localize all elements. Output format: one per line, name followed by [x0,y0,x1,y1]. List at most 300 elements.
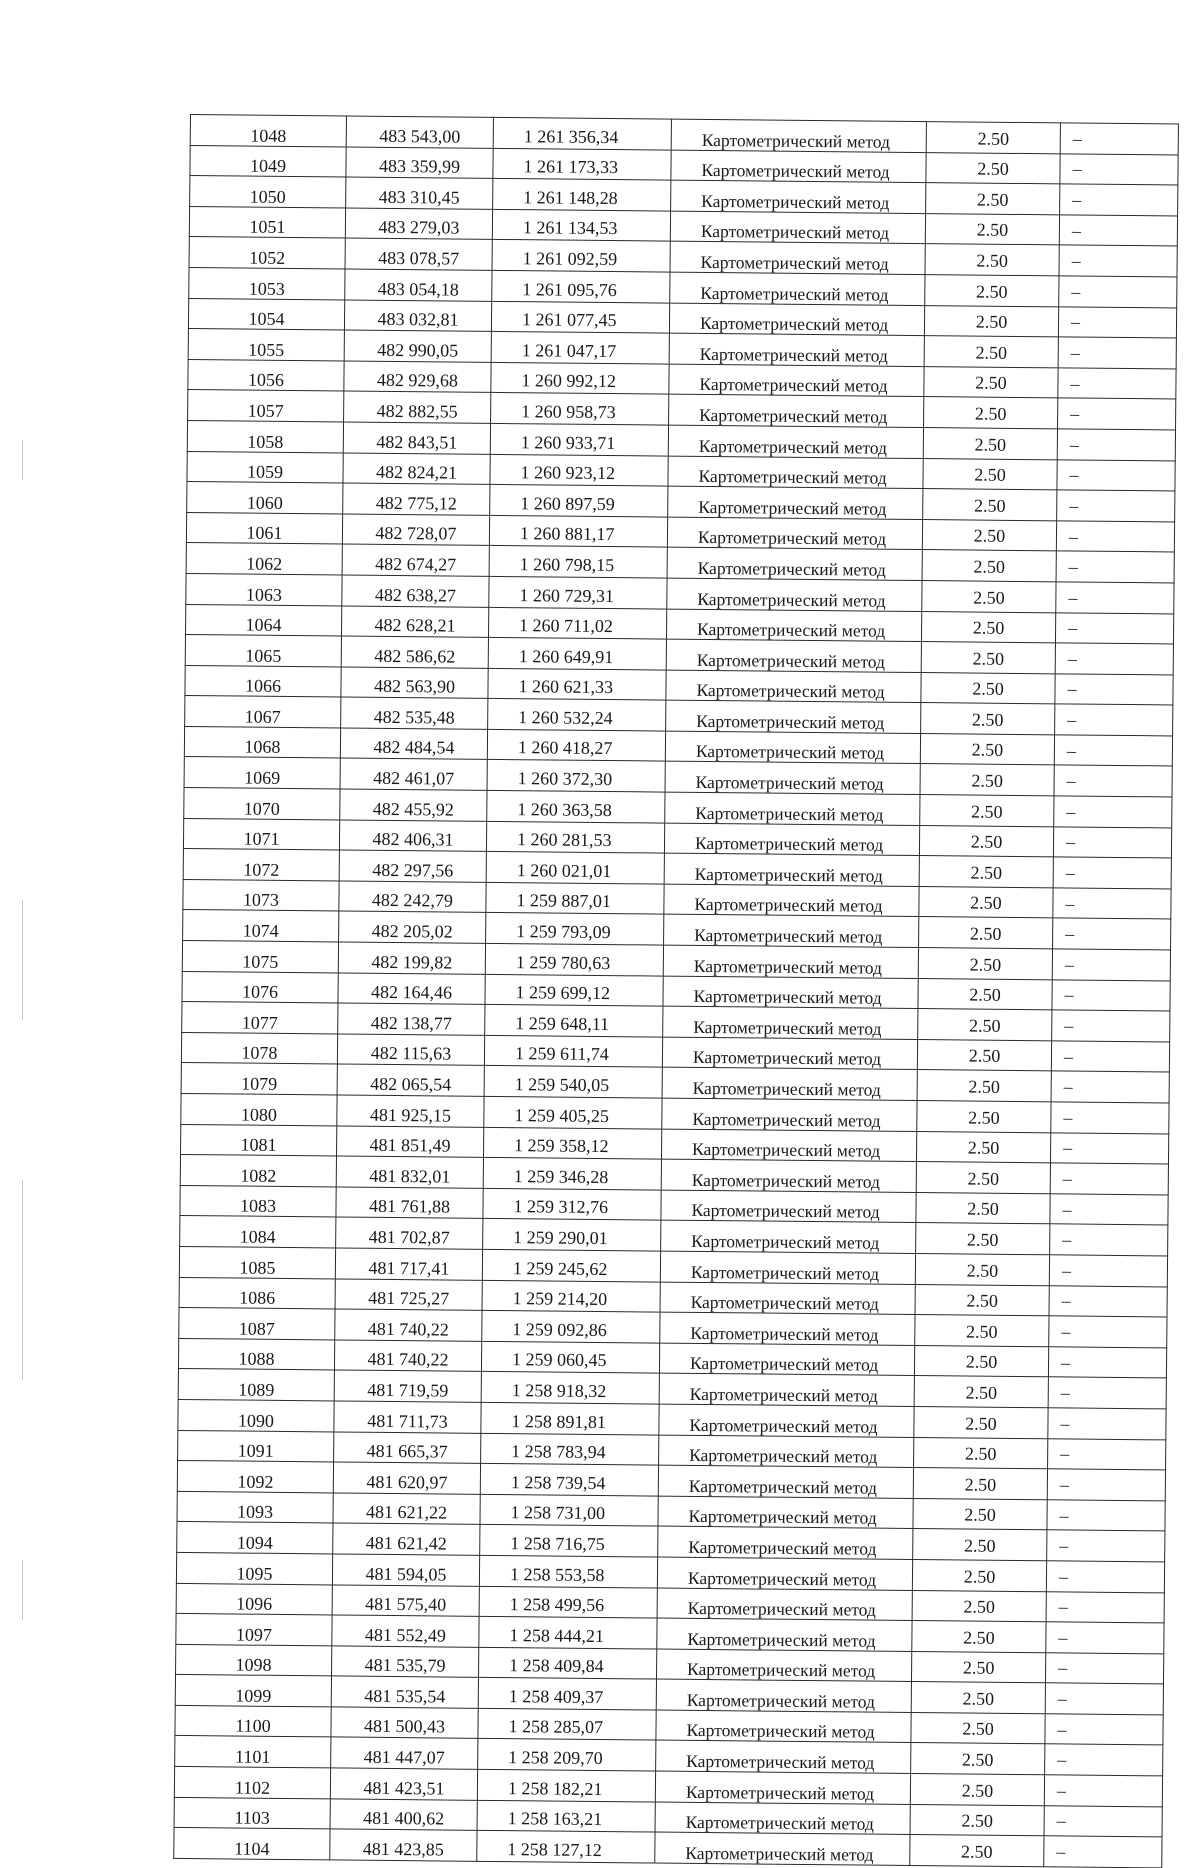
x-coordinate-cell: 482 775,12 [343,483,490,515]
y-coordinate-cell: 1 260 418,27 [487,729,665,761]
precision-cell: 2.50 [923,427,1057,459]
y-coordinate-cell: 1 259 699,12 [485,974,663,1006]
method-cell: Картометрический метод [666,700,921,733]
precision-cell: 2.50 [917,1070,1051,1102]
y-coordinate-cell: 1 260 363,58 [487,790,665,822]
x-coordinate-cell: 482 065,54 [337,1064,484,1096]
precision-cell: 2.50 [915,1315,1049,1347]
description-cell: – [1050,1163,1168,1195]
point-number-cell: 1060 [187,482,343,514]
y-coordinate-cell: 1 260 532,24 [488,699,666,731]
description-cell: – [1048,1408,1166,1440]
point-number-cell: 1076 [182,971,338,1003]
description-cell: – [1059,245,1177,277]
precision-cell: 2.50 [920,733,1054,765]
description-cell: – [1050,1194,1168,1226]
point-number-cell: 1090 [178,1399,334,1431]
y-coordinate-cell: 1 259 358,12 [483,1127,661,1159]
x-coordinate-cell: 483 078,57 [345,238,492,270]
description-cell: – [1046,1561,1164,1593]
method-cell: Картометрический метод [668,456,923,489]
coordinates-table [173,114,1179,1868]
y-coordinate-cell: 1 260 621,33 [488,668,666,700]
method-cell: Картометрический метод [660,1251,915,1284]
y-coordinate-cell: 1 260 881,17 [489,515,667,547]
precision-cell: 2.50 [918,1009,1052,1041]
y-coordinate-cell: 1 260 992,12 [491,362,669,394]
precision-cell: 2.50 [923,489,1057,521]
precision-cell: 2.50 [926,152,1060,184]
x-coordinate-cell: 482 455,92 [340,789,487,821]
description-cell: – [1057,429,1175,461]
method-cell: Картометрический метод [657,1618,912,1651]
y-coordinate-cell: 1 259 346,28 [483,1158,661,1190]
x-coordinate-cell: 481 575,40 [332,1584,479,1616]
x-coordinate-cell: 482 586,62 [341,636,488,668]
point-number-cell: 1083 [180,1185,336,1217]
method-cell: Картометрический метод [671,119,926,152]
method-cell: Картометрический метод [667,517,922,550]
point-number-cell: 1082 [180,1155,336,1187]
description-cell: – [1059,276,1177,308]
y-coordinate-cell: 1 258 409,84 [479,1647,657,1679]
x-coordinate-cell: 481 594,05 [332,1554,479,1586]
precision-cell: 2.50 [924,305,1058,337]
method-cell: Картометрический метод [670,272,925,305]
x-coordinate-cell: 482 638,27 [342,575,489,607]
y-coordinate-cell: 1 260 021,01 [486,852,664,884]
point-number-cell: 1066 [185,665,341,697]
y-coordinate-cell: 1 258 739,54 [480,1463,658,1495]
description-cell: – [1058,398,1176,430]
description-cell: – [1057,459,1175,491]
precision-cell: 2.50 [926,122,1060,154]
x-coordinate-cell: 481 620,97 [333,1462,480,1494]
y-coordinate-cell: 1 260 711,02 [488,607,666,639]
precision-cell: 2.50 [923,458,1057,490]
point-number-cell: 1068 [184,726,340,758]
precision-cell: 2.50 [920,795,1054,827]
x-coordinate-cell: 481 535,54 [331,1676,478,1708]
y-coordinate-cell: 1 259 405,25 [484,1096,662,1128]
description-cell: – [1055,674,1173,706]
precision-cell: 2.50 [915,1253,1049,1285]
x-coordinate-cell: 482 115,63 [337,1034,484,1066]
x-coordinate-cell: 481 711,73 [334,1401,481,1433]
point-number-cell: 1061 [186,512,342,544]
description-cell: – [1044,1805,1162,1837]
precision-cell: 2.50 [910,1774,1044,1806]
coordinates-table-wrapper [173,114,1178,1868]
description-cell: – [1047,1500,1165,1532]
y-coordinate-cell: 1 258 209,70 [478,1739,656,1771]
x-coordinate-cell: 481 717,41 [335,1248,482,1280]
point-number-cell: 1099 [175,1675,331,1707]
method-cell: Картометрический метод [656,1649,911,1682]
description-cell: – [1053,888,1171,920]
point-number-cell: 1087 [179,1308,335,1340]
point-number-cell: 1048 [190,115,346,147]
y-coordinate-cell: 1 261 077,45 [491,301,669,333]
y-coordinate-cell: 1 260 372,30 [487,760,665,792]
y-coordinate-cell: 1 260 923,12 [490,454,668,486]
method-cell: Картометрический метод [659,1343,914,1376]
y-coordinate-cell: 1 258 444,21 [479,1616,657,1648]
method-cell: Картометрический метод [662,1067,917,1100]
method-cell: Картометрический метод [665,792,920,825]
x-coordinate-cell: 481 500,43 [331,1707,478,1739]
point-number-cell: 1098 [176,1644,332,1676]
method-cell: Картометрический метод [660,1312,915,1345]
point-number-cell: 1067 [185,696,341,728]
method-cell: Картометрический метод [669,364,924,397]
description-cell: – [1060,184,1178,216]
point-number-cell: 1057 [188,390,344,422]
precision-cell: 2.50 [912,1590,1046,1622]
method-cell: Картометрический метод [663,976,918,1009]
y-coordinate-cell: 1 259 780,63 [485,943,663,975]
x-coordinate-cell: 483 054,18 [345,269,492,301]
description-cell: – [1057,490,1175,522]
y-coordinate-cell: 1 259 648,11 [485,1005,663,1037]
y-coordinate-cell: 1 258 891,81 [481,1402,659,1434]
y-coordinate-cell: 1 259 245,62 [482,1249,660,1281]
description-cell: – [1050,1132,1168,1164]
x-coordinate-cell: 482 728,07 [342,514,489,546]
precision-cell: 2.50 [916,1131,1050,1163]
point-number-cell: 1055 [188,329,344,361]
scan-artifacts [0,0,60,1697]
point-number-cell: 1092 [177,1461,333,1493]
description-cell: – [1044,1775,1162,1807]
precision-cell: 2.50 [913,1468,1047,1500]
x-coordinate-cell: 481 740,22 [334,1340,481,1372]
method-cell: Картометрический метод [659,1404,914,1437]
method-cell: Картометрический метод [656,1741,911,1774]
x-coordinate-cell: 481 423,51 [330,1768,477,1800]
precision-cell: 2.50 [921,611,1055,643]
method-cell: Картометрический метод [655,1802,910,1835]
method-cell: Картометрический метод [659,1435,914,1468]
precision-cell: 2.50 [925,244,1059,276]
precision-cell: 2.50 [916,1162,1050,1194]
table-body [174,115,1179,1868]
precision-cell: 2.50 [917,1039,1051,1071]
x-coordinate-cell: 481 761,88 [336,1187,483,1219]
x-coordinate-cell: 483 032,81 [344,300,491,332]
point-number-cell: 1088 [178,1338,334,1370]
x-coordinate-cell: 482 205,02 [339,911,486,943]
x-coordinate-cell: 482 674,27 [342,544,489,576]
precision-cell: 2.50 [913,1498,1047,1530]
x-coordinate-cell: 481 621,42 [333,1523,480,1555]
point-number-cell: 1063 [186,573,342,605]
point-number-cell: 1103 [174,1797,330,1829]
point-number-cell: 1052 [189,237,345,269]
x-coordinate-cell: 481 423,85 [330,1829,477,1861]
method-cell: Картометрический метод [666,609,921,642]
point-number-cell: 1072 [183,849,339,881]
method-cell: Картометрический метод [664,884,919,917]
description-cell: – [1044,1836,1162,1868]
point-number-cell: 1077 [182,1002,338,1034]
y-coordinate-cell: 1 258 716,75 [480,1525,658,1557]
method-cell: Картометрический метод [658,1496,913,1529]
method-cell: Картометрический метод [663,1006,918,1039]
description-cell: – [1045,1683,1163,1715]
method-cell: Картометрический метод [656,1710,911,1743]
description-cell: – [1054,796,1172,828]
x-coordinate-cell: 482 843,51 [343,422,490,454]
y-coordinate-cell: 1 258 409,37 [478,1678,656,1710]
x-coordinate-cell: 483 279,03 [345,208,492,240]
precision-cell: 2.50 [924,397,1058,429]
point-number-cell: 1080 [181,1093,337,1125]
description-cell: – [1049,1316,1167,1348]
y-coordinate-cell: 1 259 611,74 [484,1035,662,1067]
description-cell: – [1048,1347,1166,1379]
y-coordinate-cell: 1 261 092,59 [492,240,670,272]
y-coordinate-cell: 1 259 540,05 [484,1066,662,1098]
point-number-cell: 1051 [189,206,345,238]
precision-cell: 2.50 [915,1284,1049,1316]
description-cell: – [1047,1530,1165,1562]
description-cell: – [1045,1714,1163,1746]
precision-cell: 2.50 [919,917,1053,949]
description-cell: – [1053,918,1171,950]
precision-cell: 2.50 [912,1559,1046,1591]
method-cell: Картометрический метод [657,1557,912,1590]
precision-cell: 2.50 [925,275,1059,307]
x-coordinate-cell: 482 628,21 [341,605,488,637]
precision-cell: 2.50 [922,580,1056,612]
point-number-cell: 1104 [174,1828,330,1860]
description-cell: – [1058,337,1176,369]
x-coordinate-cell: 482 199,82 [338,942,485,974]
description-cell: – [1048,1438,1166,1470]
y-coordinate-cell: 1 259 887,01 [486,882,664,914]
method-cell: Картометрический метод [655,1832,910,1865]
point-number-cell: 1094 [177,1522,333,1554]
precision-cell: 2.50 [914,1406,1048,1438]
method-cell: Картометрический метод [669,333,924,366]
point-number-cell: 1069 [184,757,340,789]
precision-cell: 2.50 [916,1223,1050,1255]
point-number-cell: 1101 [175,1736,331,1768]
method-cell: Картометрический метод [671,150,926,183]
x-coordinate-cell: 481 665,37 [334,1431,481,1463]
method-cell: Картометрический метод [670,241,925,274]
precision-cell: 2.50 [912,1621,1046,1653]
y-coordinate-cell: 1 258 731,00 [480,1494,658,1526]
point-number-cell: 1086 [179,1277,335,1309]
description-cell: – [1055,612,1173,644]
description-cell: – [1060,153,1178,185]
precision-cell: 2.50 [919,825,1053,857]
description-cell: – [1055,643,1173,675]
method-cell: Картометрический метод [666,670,921,703]
point-number-cell: 1070 [184,788,340,820]
y-coordinate-cell: 1 260 649,91 [488,637,666,669]
precision-cell: 2.50 [922,519,1056,551]
precision-cell: 2.50 [911,1651,1045,1683]
x-coordinate-cell: 481 702,87 [336,1217,483,1249]
y-coordinate-cell: 1 258 285,07 [478,1708,656,1740]
x-coordinate-cell: 481 851,49 [337,1126,484,1158]
method-cell: Картометрический метод [669,303,924,336]
point-number-cell: 1064 [186,604,342,636]
point-number-cell: 1065 [185,635,341,667]
description-cell: – [1056,582,1174,614]
y-coordinate-cell: 1 258 499,56 [479,1586,657,1618]
point-number-cell: 1054 [188,298,344,330]
y-coordinate-cell: 1 259 290,01 [483,1219,661,1251]
y-coordinate-cell: 1 258 127,12 [477,1831,655,1863]
method-cell: Картометрический метод [661,1159,916,1192]
description-cell: – [1045,1744,1163,1776]
description-cell: – [1054,765,1172,797]
y-coordinate-cell: 1 258 918,32 [481,1372,659,1404]
description-cell: – [1046,1591,1164,1623]
y-coordinate-cell: 1 261 134,53 [492,209,670,241]
x-coordinate-cell: 482 484,54 [340,728,487,760]
precision-cell: 2.50 [922,550,1056,582]
precision-cell: 2.50 [921,703,1055,735]
precision-cell: 2.50 [921,672,1055,704]
precision-cell: 2.50 [926,183,1060,215]
method-cell: Картометрический метод [667,547,922,580]
method-cell: Картометрический метод [657,1588,912,1621]
description-cell: – [1049,1255,1167,1287]
point-number-cell: 1074 [183,910,339,942]
y-coordinate-cell: 1 259 060,45 [481,1341,659,1373]
x-coordinate-cell: 482 164,46 [338,973,485,1005]
description-cell: – [1052,949,1170,981]
method-cell: Картометрический метод [656,1679,911,1712]
method-cell: Картометрический метод [664,915,919,948]
x-coordinate-cell: 481 400,62 [330,1799,477,1831]
y-coordinate-cell: 1 258 163,21 [477,1800,655,1832]
y-coordinate-cell: 1 260 958,73 [491,393,669,425]
precision-cell: 2.50 [911,1712,1045,1744]
precision-cell: 2.50 [918,948,1052,980]
method-cell: Картометрический метод [662,1098,917,1131]
x-coordinate-cell: 481 447,07 [331,1737,478,1769]
point-number-cell: 1079 [181,1063,337,1095]
y-coordinate-cell: 1 258 182,21 [477,1769,655,1801]
description-cell: – [1055,704,1173,736]
x-coordinate-cell: 481 832,01 [336,1156,483,1188]
point-number-cell: 1073 [183,879,339,911]
point-number-cell: 1102 [174,1766,330,1798]
point-number-cell: 1058 [187,420,343,452]
method-cell: Картометрический метод [659,1373,914,1406]
y-coordinate-cell: 1 259 214,20 [482,1280,660,1312]
point-number-cell: 1062 [186,543,342,575]
x-coordinate-cell: 482 138,77 [338,1003,485,1035]
point-number-cell: 1053 [189,267,345,299]
method-cell: Картометрический метод [665,731,920,764]
x-coordinate-cell: 481 725,27 [335,1279,482,1311]
x-coordinate-cell: 482 461,07 [340,758,487,790]
x-coordinate-cell: 482 535,48 [341,697,488,729]
x-coordinate-cell: 483 359,99 [346,147,493,179]
point-number-cell: 1084 [180,1216,336,1248]
point-number-cell: 1089 [178,1369,334,1401]
precision-cell: 2.50 [910,1835,1044,1867]
x-coordinate-cell: 481 552,49 [332,1615,479,1647]
y-coordinate-cell: 1 260 281,53 [486,821,664,853]
y-coordinate-cell: 1 258 553,58 [479,1555,657,1587]
method-cell: Картометрический метод [665,762,920,795]
x-coordinate-cell: 482 929,68 [344,361,491,393]
precision-cell: 2.50 [919,856,1053,888]
y-coordinate-cell: 1 261 047,17 [491,332,669,364]
precision-cell: 2.50 [919,886,1053,918]
method-cell: Картометрический метод [663,945,918,978]
y-coordinate-cell: 1 260 729,31 [489,576,667,608]
method-cell: Картометрический метод [658,1526,913,1559]
method-cell: Картометрический метод [660,1282,915,1315]
precision-cell: 2.50 [916,1192,1050,1224]
y-coordinate-cell: 1 259 793,09 [486,913,664,945]
description-cell: – [1056,521,1174,553]
point-number-cell: 1049 [190,145,346,177]
x-coordinate-cell: 482 824,21 [343,453,490,485]
precision-cell: 2.50 [925,213,1059,245]
point-number-cell: 1056 [188,359,344,391]
description-cell: – [1056,551,1174,583]
description-cell: – [1053,857,1171,889]
point-number-cell: 1096 [176,1583,332,1615]
x-coordinate-cell: 481 621,22 [333,1493,480,1525]
method-cell: Картометрический метод [661,1190,916,1223]
method-cell: Картометрический метод [666,639,921,672]
precision-cell: 2.50 [924,336,1058,368]
description-cell: – [1048,1377,1166,1409]
x-coordinate-cell: 481 719,59 [334,1370,481,1402]
x-coordinate-cell: 482 563,90 [341,667,488,699]
description-cell: – [1058,306,1176,338]
method-cell: Картометрический метод [668,425,923,458]
point-number-cell: 1050 [190,176,346,208]
method-cell: Картометрический метод [667,578,922,611]
y-coordinate-cell: 1 261 356,34 [493,117,671,149]
point-number-cell: 1059 [187,451,343,483]
point-number-cell: 1091 [178,1430,334,1462]
y-coordinate-cell: 1 260 897,59 [490,485,668,517]
method-cell: Картометрический метод [658,1465,913,1498]
y-coordinate-cell: 1 258 783,94 [481,1433,659,1465]
precision-cell: 2.50 [914,1376,1048,1408]
precision-cell: 2.50 [918,978,1052,1010]
method-cell: Картометрический метод [670,211,925,244]
precision-cell: 2.50 [917,1101,1051,1133]
method-cell: Картометрический метод [668,486,923,519]
point-number-cell: 1100 [175,1705,331,1737]
x-coordinate-cell: 483 310,45 [346,177,493,209]
y-coordinate-cell: 1 259 092,86 [482,1311,660,1343]
description-cell: – [1051,1102,1169,1134]
point-number-cell: 1081 [181,1124,337,1156]
x-coordinate-cell: 482 406,31 [339,820,486,852]
method-cell: Картометрический метод [669,394,924,427]
description-cell: – [1052,979,1170,1011]
y-coordinate-cell: 1 261 173,33 [493,148,671,180]
description-cell: – [1051,1041,1169,1073]
description-cell: – [1046,1622,1164,1654]
x-coordinate-cell: 482 297,56 [339,850,486,882]
